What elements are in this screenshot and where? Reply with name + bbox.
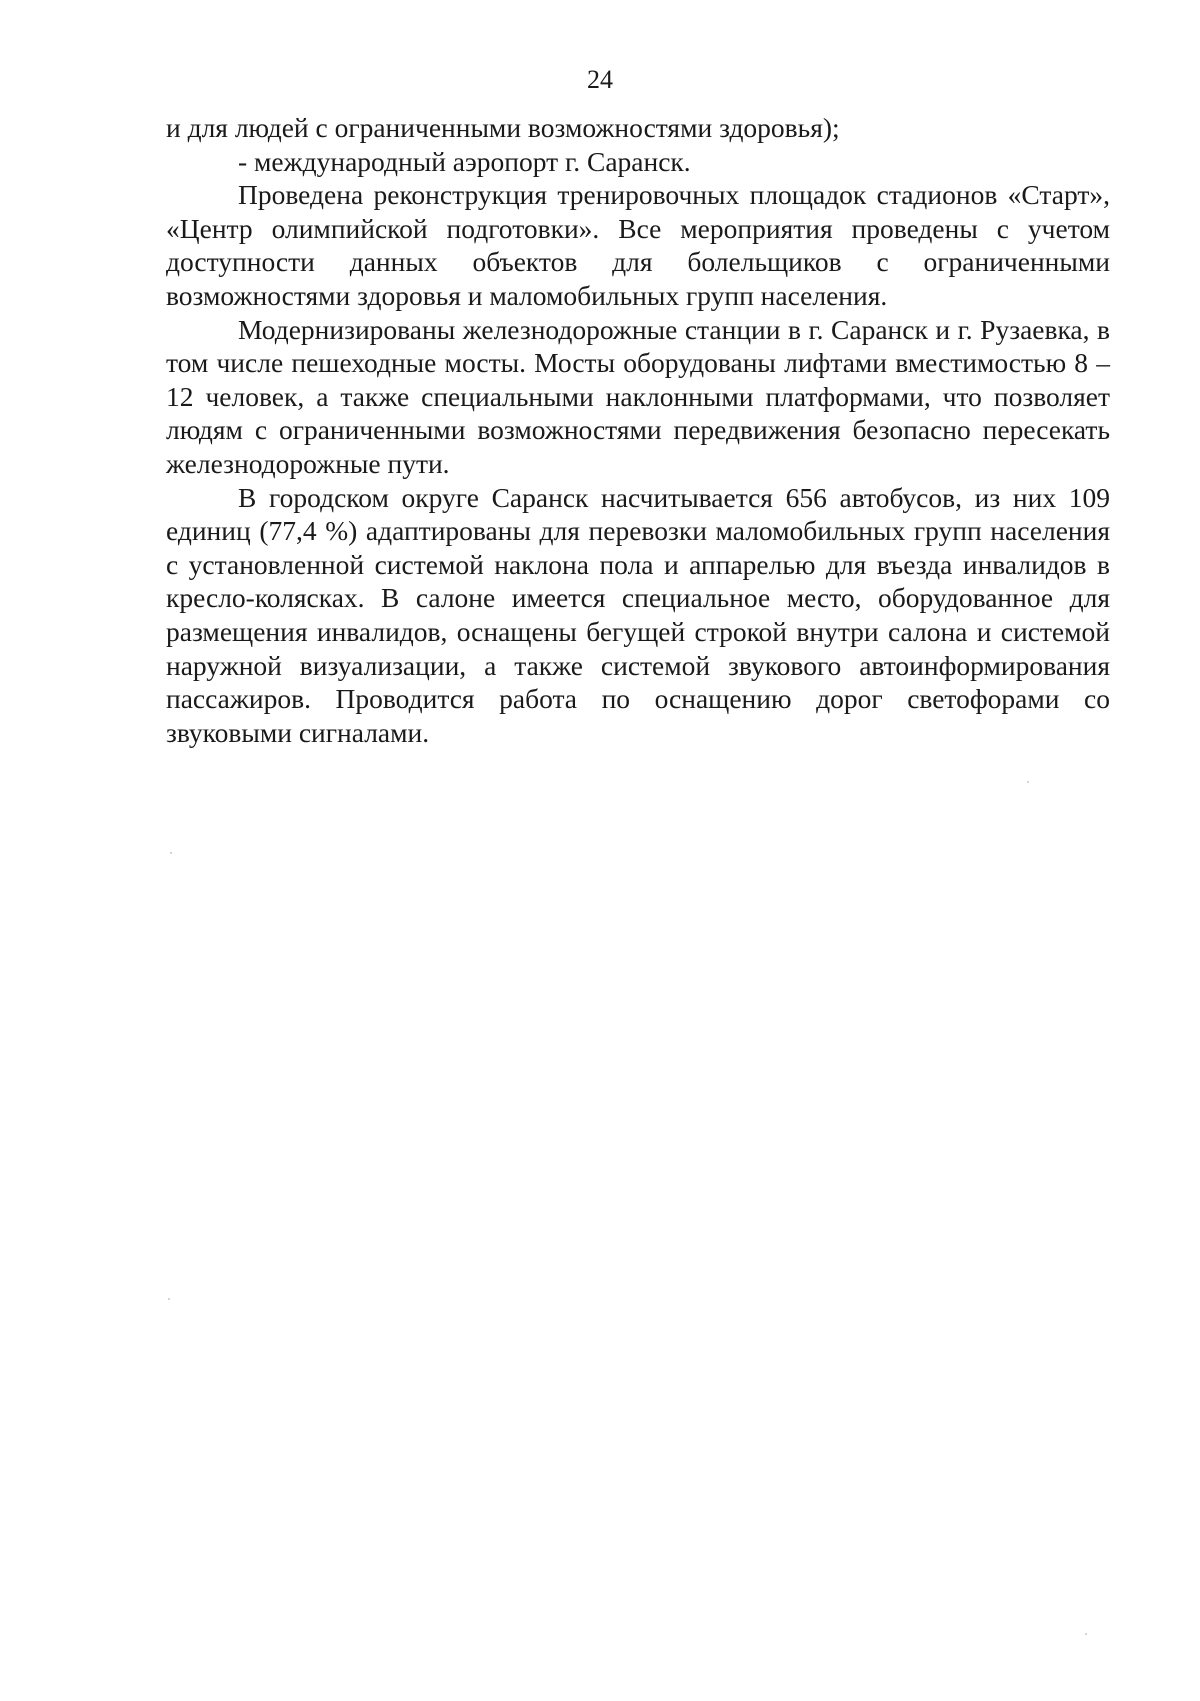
document-body: [166, 111, 1110, 749]
paragraph-2: - международный аэропорт г. Саранск.: [238, 145, 691, 177]
scan-speck: [1085, 1633, 1087, 1635]
scan-speck: [1027, 781, 1029, 783]
page-number: 24: [587, 65, 613, 94]
paragraph-3: Проведена реконструкция тренировочных площадок стадионов «Старт», «Центр олимпийской подготовки». Все мероприятия проведены с учетом доступности данных объектов для болельщиков с ограниченными возможностями здоровья и маломобильных групп населения.: [166, 179, 1110, 311]
paragraph-4: Модернизированы железнодорожные станции в г. Саранск и г. Рузаевка, в том числе пешеходные мосты. Мосты оборудованы лифтами вместимостью 8 – 12 человек, а также специальными наклонными платформами, что позволяет людям с ограниченными возможностями передвижения безопасно пересекать железнодорожные пути.: [166, 313, 1110, 479]
scan-speck: [170, 852, 172, 854]
scan-speck: [168, 1298, 170, 1300]
paragraph-1: и для людей с ограниченными возможностями здоровья);: [166, 112, 840, 143]
paragraph-5: В городском округе Саранск насчитывается 656 автобусов, из них 109 единиц (77,4 %) адаптированы для перевозки маломобильных групп населения с установленной системой наклона пола и аппарелью для въезда инвалидов в кресло-колясках. В салоне имеется специальное место, оборудованное для размещения инвалидов, оснащены бегущей строкой внутри салона и системой наружной визуализации, а также системой звукового автоинформирования пассажиров. Проводится работа по оснащению дорог светофорами со звуковыми сигналами.: [166, 481, 1110, 748]
